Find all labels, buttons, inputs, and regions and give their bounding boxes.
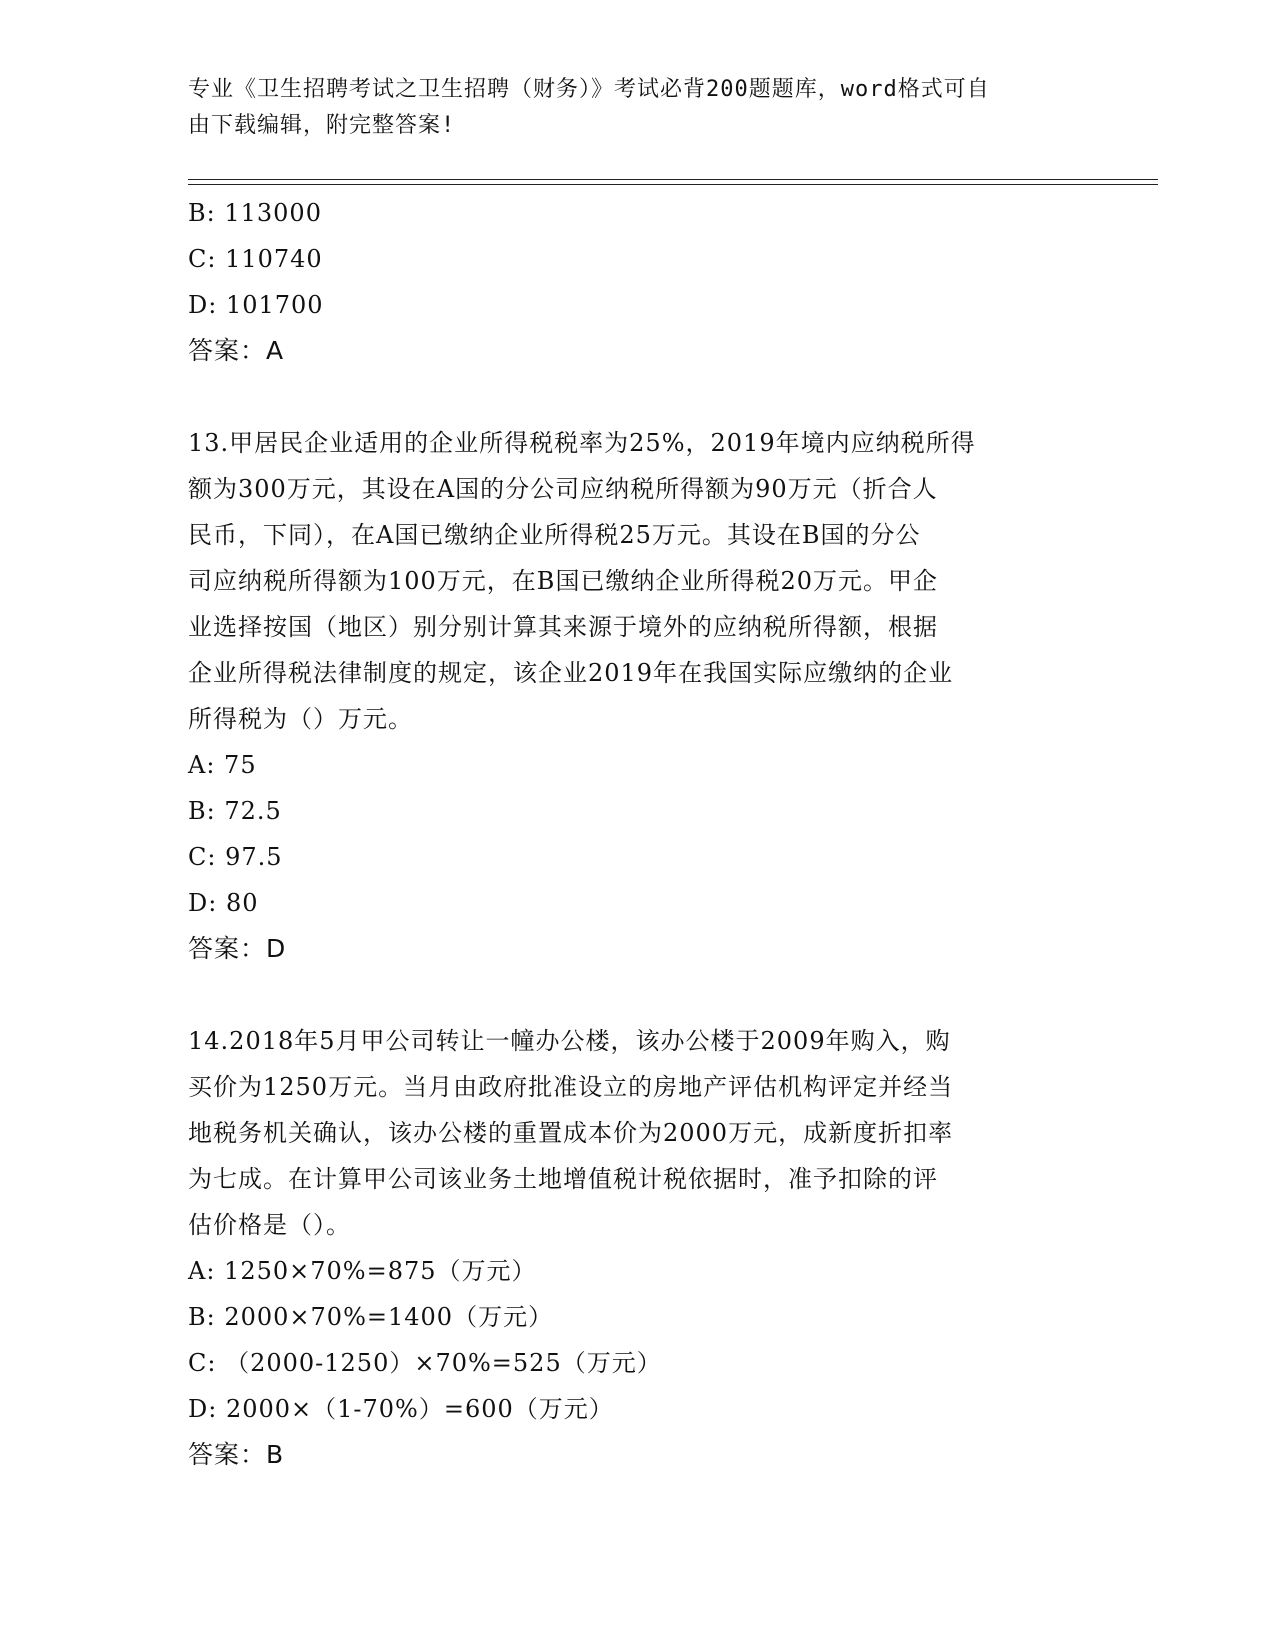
option-c: C: 110740 [188,245,323,273]
option-d: D: 101700 [188,291,324,319]
question-13-line: 额为300万元，其设在A国的分公司应纳税所得额为90万元（折合人 [188,475,938,503]
answer-label: 答案：A [188,336,285,365]
option-b: B: 2000×70%=1400（万元） [188,1303,554,1331]
option-c: C: 97.5 [188,843,283,871]
header-rule-bottom [188,184,1158,185]
page-header [188,72,1088,144]
question-13-line: 业选择按国（地区）别分别计算其来源于境外的应纳税所得额，根据 [188,613,938,641]
option-d: D: 2000×（1-70%）=600（万元） [188,1395,614,1423]
answer-label: 答案：B [188,1440,285,1469]
question-content [188,190,1088,1478]
option-d: D: 80 [188,889,259,917]
question-13-line: 民币，下同），在A国已缴纳企业所得税25万元。其设在B国的分公 [188,521,921,549]
option-c: C: （2000-1250）×70%=525（万元） [188,1349,662,1377]
question-14-line: 买价为1250万元。当月由政府批准设立的房地产评估机构评定并经当 [188,1073,954,1101]
header-rule-top [188,179,1158,180]
option-b: B: 113000 [188,199,322,227]
spacer [188,972,1088,1018]
question-13-line: 13.甲居民企业适用的企业所得税税率为25%，2019年境内应纳税所得 [188,429,976,457]
option-a: A: 1250×70%=875（万元） [188,1257,537,1285]
question-14-line: 估价格是（）。 [188,1211,351,1239]
question-14-line: 地税务机关确认，该办公楼的重置成本价为2000万元，成新度折扣率 [188,1119,954,1147]
option-a: A: 75 [188,751,257,779]
question-14-line: 14.2018年5月甲公司转让一幢办公楼，该办公楼于2009年购入，购 [188,1027,951,1055]
header-line-2: 由下载编辑，附完整答案! [188,113,456,138]
question-14-block [188,1018,1088,1478]
question-13-line: 所得税为（）万元。 [188,705,413,733]
option-b: B: 72.5 [188,797,282,825]
answer-label: 答案：D [188,934,287,963]
question-13-line: 司应纳税所得额为100万元，在B国已缴纳企业所得税20万元。甲企 [188,567,938,595]
question-13-block [188,420,1088,972]
header-line-1: 专业《卫生招聘考试之卫生招聘（财务）》考试必背200题题库，word格式可自 [188,77,990,102]
spacer [188,374,1088,420]
question-14-line: 为七成。在计算甲公司该业务土地增值税计税依据时，准予扣除的评 [188,1165,938,1193]
question-13-line: 企业所得税法律制度的规定，该企业2019年在我国实际应缴纳的企业 [188,659,954,687]
prev-question-block [188,190,1088,374]
